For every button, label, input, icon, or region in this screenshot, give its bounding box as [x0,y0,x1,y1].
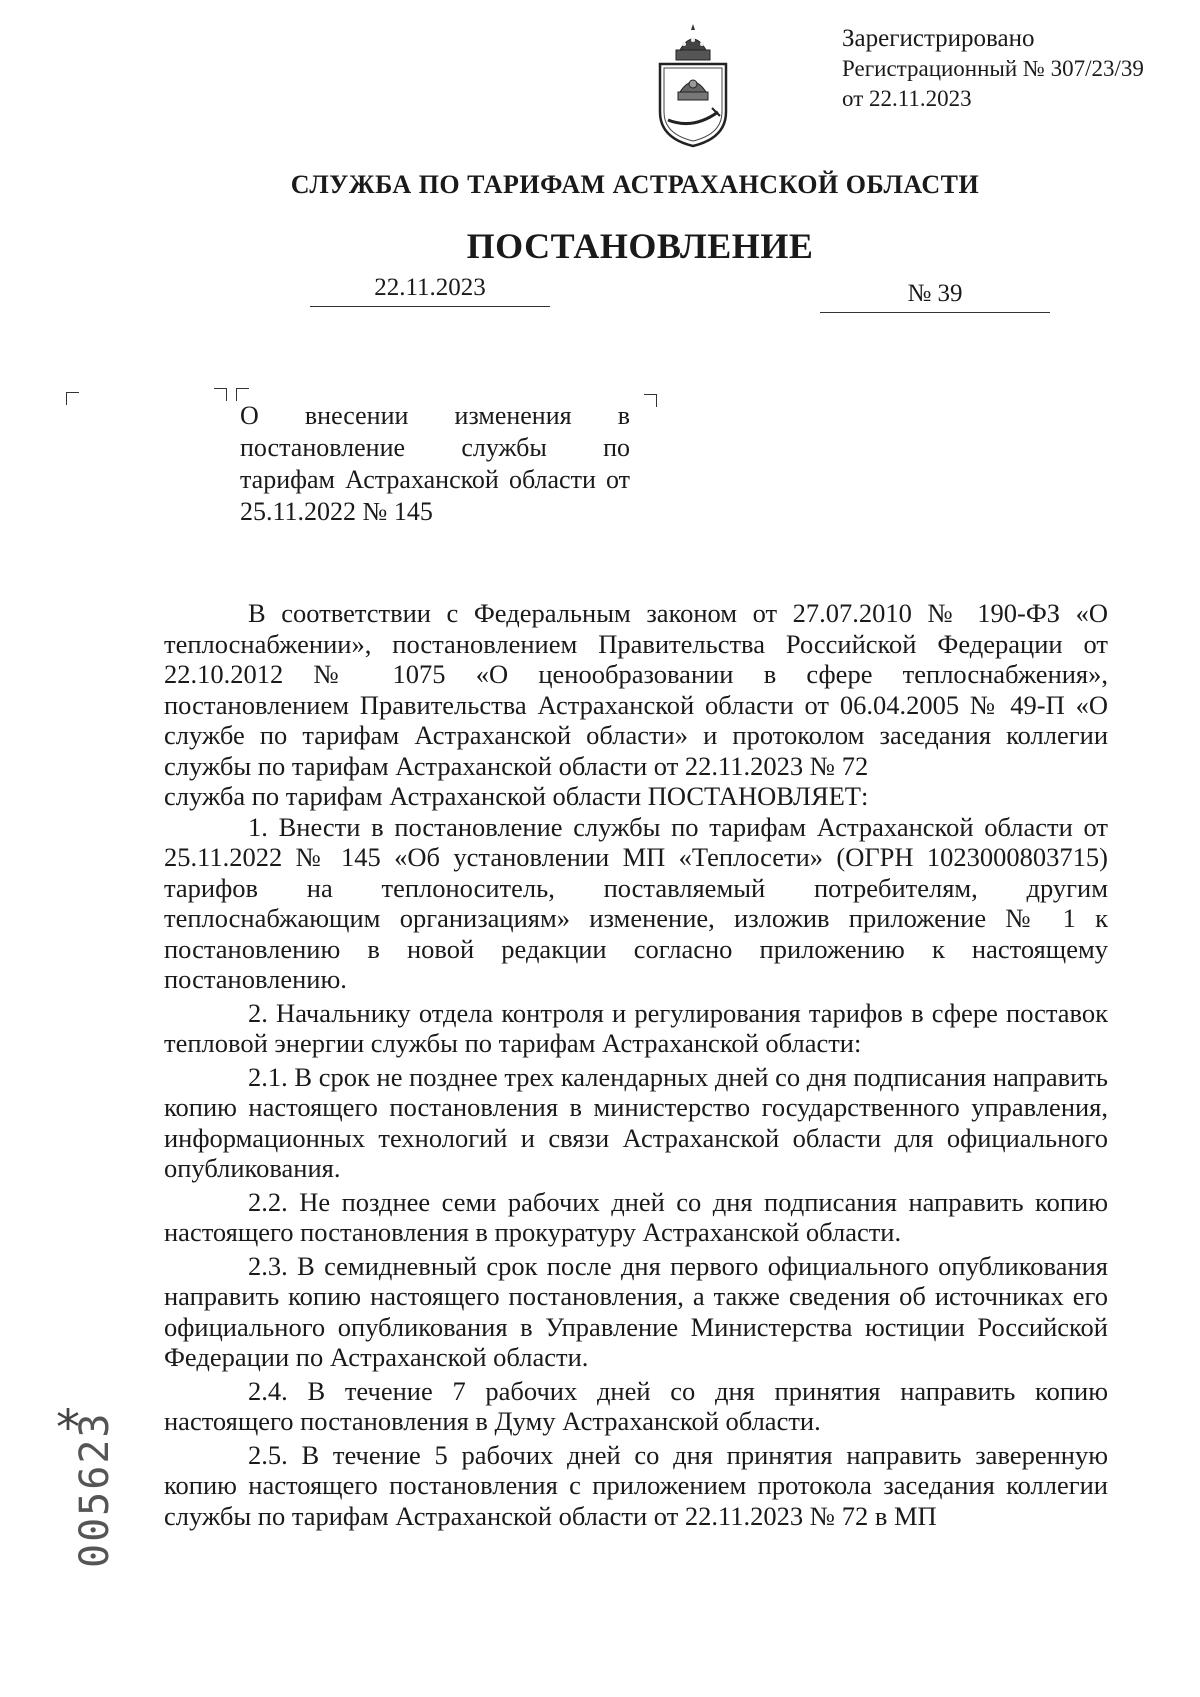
asterisk-mark: * [56,1400,80,1456]
document-number: № 39 [820,280,1050,313]
item-2-1: 2.1. В срок не позднее трех календарных дней со дня подписания направить копию настоящего постановления в министерство государственного управления, информационных технологий и связи Астраханской области для официального опубликования. [164,1061,1108,1183]
item-2-3: 2.3. В семидневный срок после дня первого официального опубликования направить копию настоящего постановления, а также сведения об источниках его официального опубликования в Управление Министерства юстиции Российской Федерации по Астраханской области. [164,1250,1108,1372]
item-2-5: 2.5. В течение 5 рабочих дней со дня принятия направить заверенную копию настоящего постановления с приложением протокола заседания коллегии службы по тарифам Астраханской области от 22.11.2023 № 72 в МП [164,1439,1108,1531]
item-2-2: 2.2. Не позднее семи рабочих дней со дня подписания направить копию настоящего постановления в прокуратуру Астраханской области. [164,1186,1108,1247]
bracket-mark [644,394,657,407]
margin-serial-number: 005623 [72,1411,118,1568]
resolution-line: служба по тарифам Астраханской области ПОСТАНОВЛЯЕТ: [164,781,869,811]
preamble-paragraph: В соответствии с Федеральным законом от 27.07.2010 № 190-ФЗ «О теплоснабжении», постановлением Правительства Российской Федерации от 22.10.2012 № 1075 «О ценообразовании в сфере теплоснабжения», постановлением Правительства Астраханской области от 06.04.2005 № 49-П «О службе по тарифам Астраханской области» и протоколом заседания коллегии службы по тарифам Астраханской области от 22.11.2023 № 72 [164,598,1108,781]
item-2: 2. Начальнику отдела контроля и регулирования тарифов в сфере поставок тепловой энергии службы по тарифам Астраханской области: [164,997,1108,1058]
item-1: 1. Внести в постановление службы по тарифам Астраханской области от 25.11.2022 № 145 «Об установлении МП «Теплосети» (ОГРН 1023000803715) тарифов на теплоноситель, поставляемый потребителям, другим теплоснабжающим организациям» изменение, изложив приложение № 1 к постановлению в новой редакции согласно приложению к настоящему постановлению. [164,811,1108,994]
document-subject: О внесении изменения в постановление службы по тарифам Астраханской области от 25.11.2022 № 145 [240,401,630,526]
registration-number: Регистрационный № 307/23/39 [842,56,1144,81]
document-type: ПОСТАНОВЛЕНИЕ [466,226,814,266]
astrakhan-coat-of-arms-icon [650,20,736,150]
bracket-mark [214,388,227,401]
registration-stamp [842,24,1172,114]
registration-label: Зарегистрировано [842,25,1035,52]
document-date: 22.11.2023 [310,274,550,307]
item-2-4: 2.4. В течение 7 рабочих дней со дня принятия направить копию настоящего постановления в Думу Астраханской области. [164,1375,1108,1436]
bracket-mark [66,392,79,405]
registration-date: от 22.11.2023 [842,86,972,111]
document-body [164,598,1108,1531]
issuing-authority: СЛУЖБА ПО ТАРИФАМ АСТРАХАНСКОЙ ОБЛАСТИ [290,170,980,199]
